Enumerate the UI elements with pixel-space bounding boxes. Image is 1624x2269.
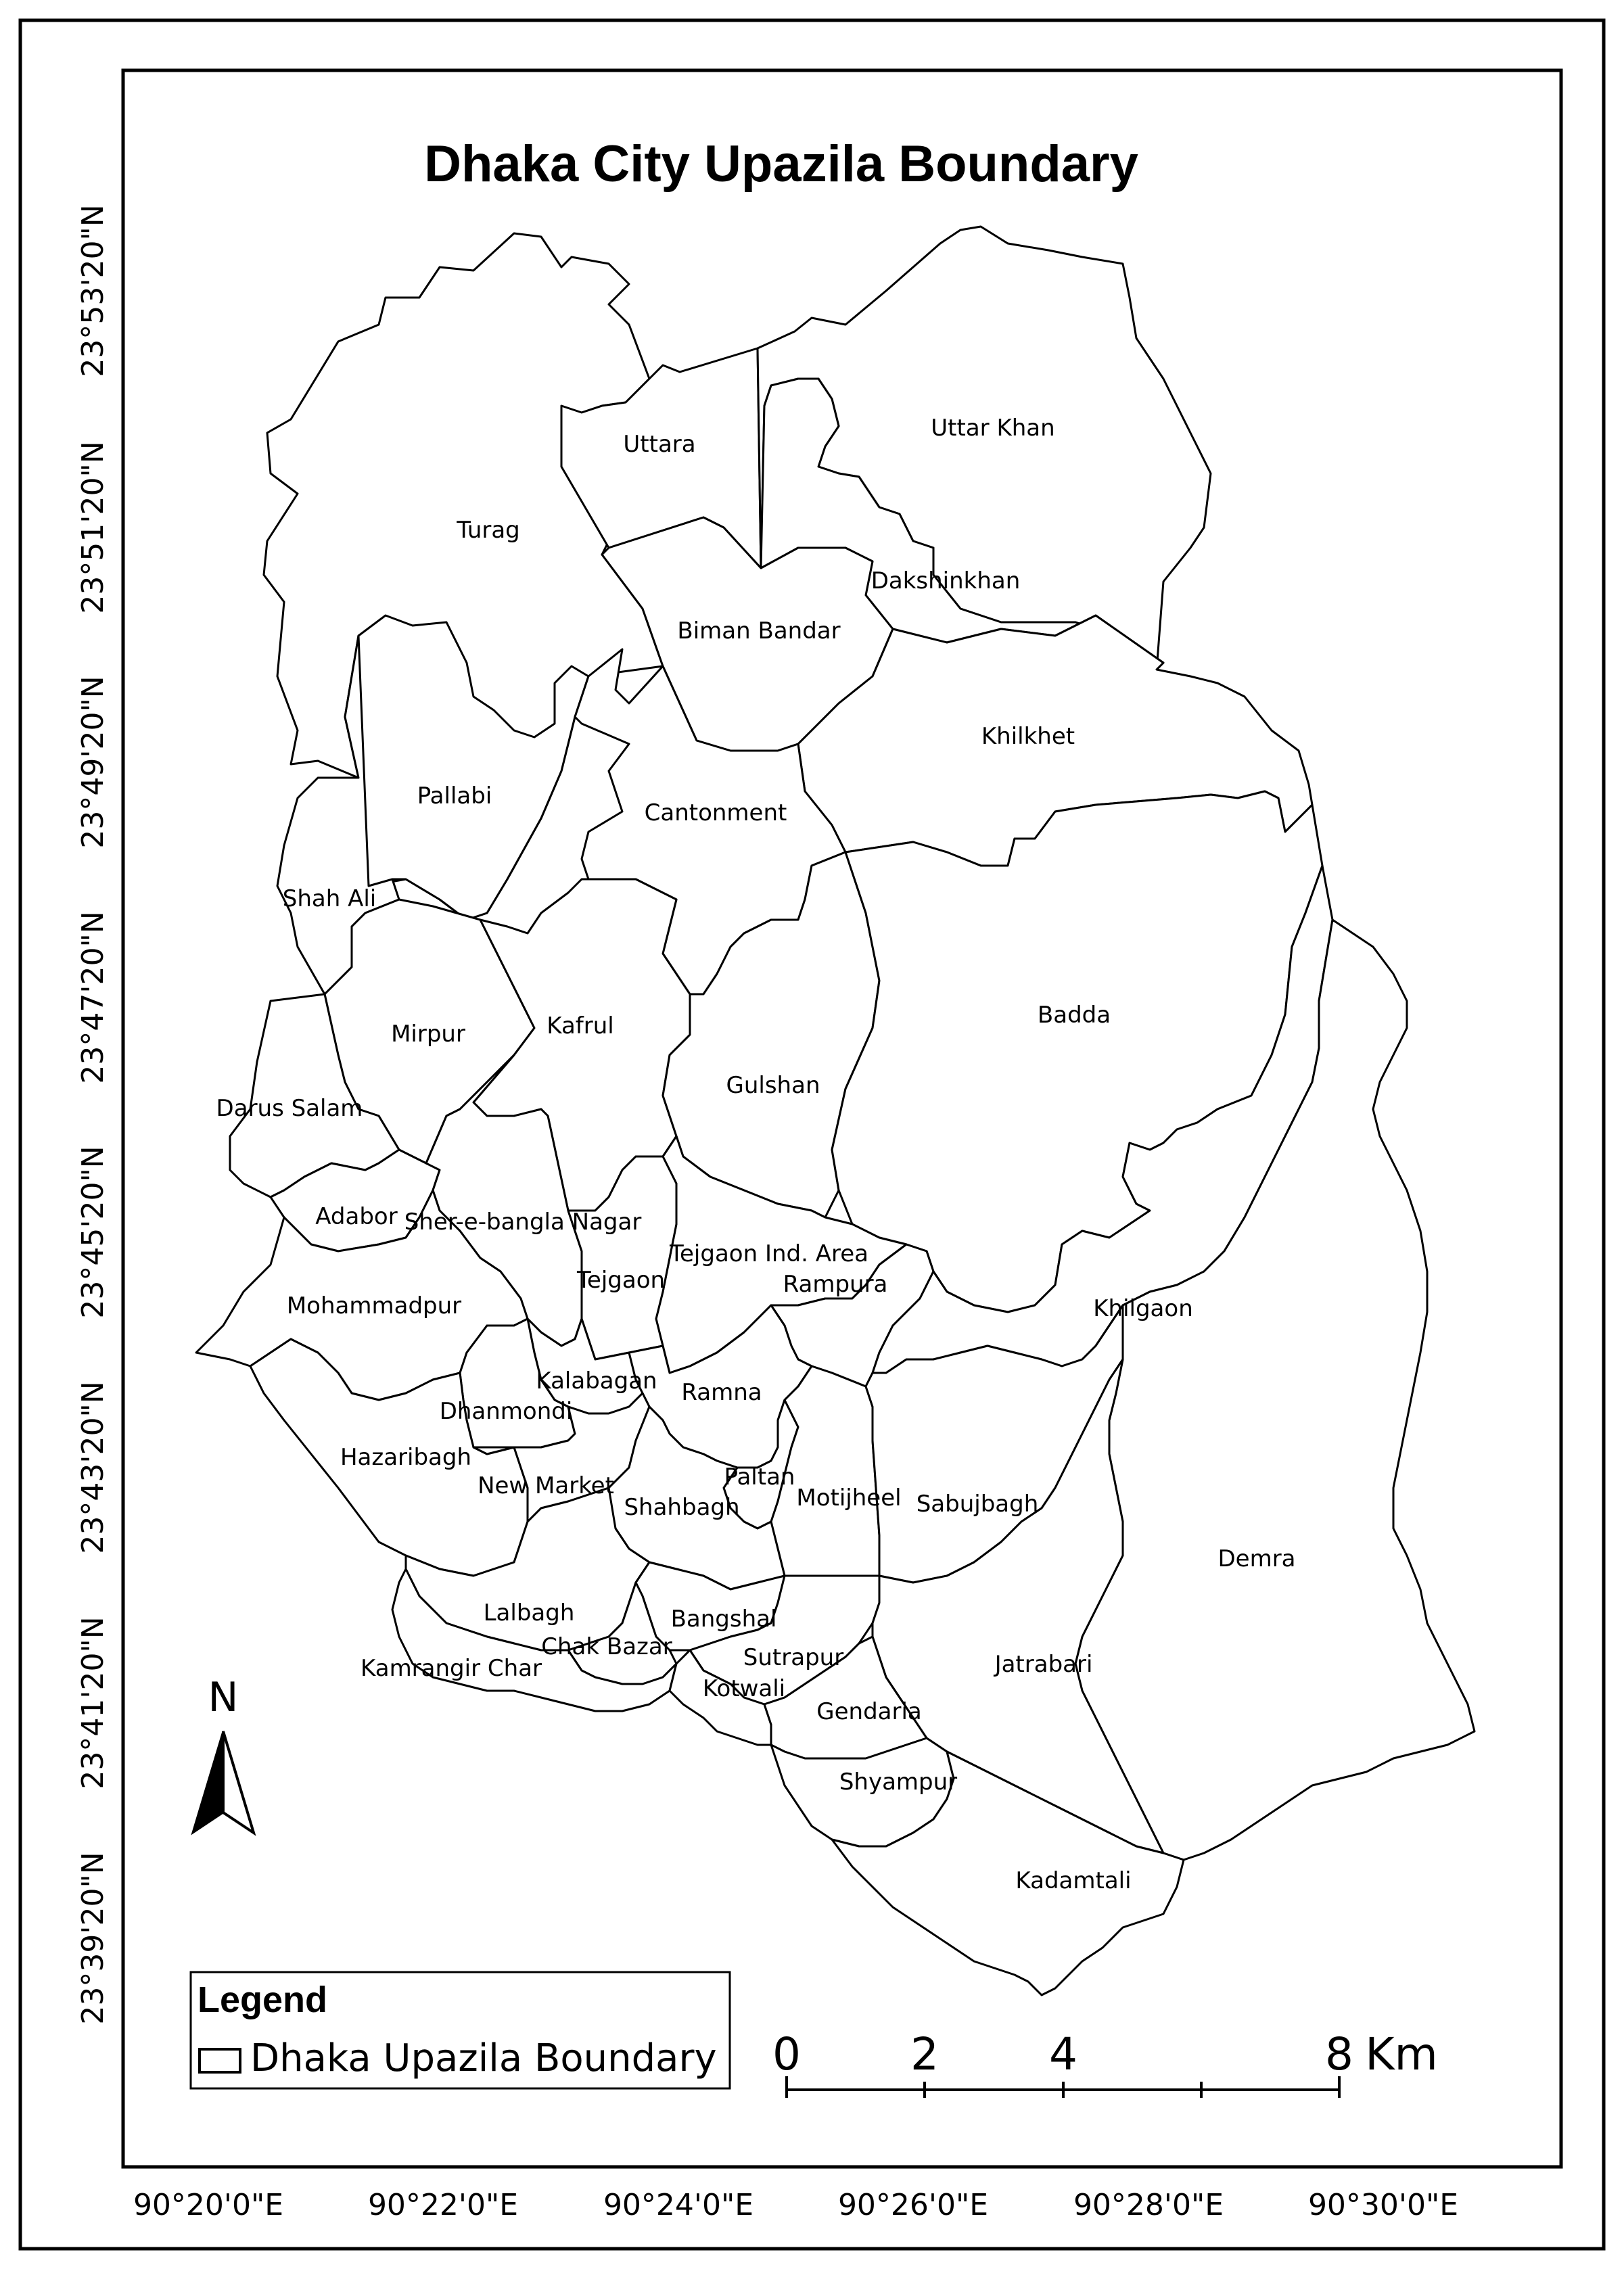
label-turag: Turag	[457, 517, 520, 544]
label-biman-bandar: Biman Bandar	[677, 617, 841, 645]
lon-label: 90°28'0"E	[1073, 2188, 1224, 2222]
label-shah-ali: Shah Ali	[282, 885, 377, 912]
label-ramna: Ramna	[681, 1379, 762, 1406]
label-shyampur: Shyampur	[839, 1769, 958, 1796]
label-badda: Badda	[1037, 1002, 1111, 1029]
scale-bar	[772, 2028, 1438, 2098]
label-pallabi: Pallabi	[417, 782, 492, 810]
label-kamrangir-char: Kamrangir Char	[361, 1655, 542, 1682]
label-motijheel: Motijheel	[796, 1484, 902, 1512]
upazila-boundaries	[196, 227, 1475, 1995]
label-gulshan: Gulshan	[726, 1072, 820, 1099]
label-sutrapur: Sutrapur	[743, 1644, 844, 1671]
label-khilkhet: Khilkhet	[981, 723, 1075, 750]
north-arrow-icon	[193, 1731, 223, 1833]
lon-label: 90°30'0"E	[1307, 2188, 1459, 2222]
label-adabor: Adabor	[315, 1203, 398, 1230]
label-mohammadpur: Mohammadpur	[286, 1292, 462, 1319]
north-arrow-outline	[223, 1731, 254, 1833]
label-uttara: Uttara	[623, 431, 696, 458]
north-arrow	[193, 1674, 254, 1833]
label-kadamtali: Kadamtali	[1015, 1867, 1132, 1894]
label-mirpur: Mirpur	[391, 1021, 465, 1048]
label-dakshinkhan: Dakshinkhan	[871, 567, 1021, 594]
lon-label: 90°22'0"E	[367, 2188, 519, 2222]
scale-unit: Km	[1365, 2028, 1438, 2080]
label-uttar-khan: Uttar Khan	[931, 415, 1055, 442]
label-tejgaon-ind-area: Tejgaon Ind. Area	[670, 1240, 868, 1267]
label-kotwali: Kotwali	[702, 1675, 786, 1702]
label-hazaribagh: Hazaribagh	[340, 1444, 472, 1471]
legend	[191, 1972, 730, 2088]
lat-label: 23°41'20"N	[76, 1616, 110, 1790]
lat-label: 23°45'20"N	[76, 1146, 110, 1319]
lat-label: 23°39'20"N	[76, 1852, 110, 2025]
label-sher-e-bangla-nagar: Sher-e-bangla Nagar	[404, 1209, 642, 1236]
label-demra: Demra	[1217, 1545, 1296, 1572]
lat-label: 23°47'20"N	[76, 911, 110, 1084]
map-title: Dhaka City Upazila Boundary	[424, 135, 1138, 193]
lon-label: 90°26'0"E	[837, 2188, 989, 2222]
lon-label: 90°24'0"E	[603, 2188, 754, 2222]
lat-label: 23°43'20"N	[76, 1381, 110, 1554]
lat-label: 23°53'20"N	[76, 204, 110, 377]
label-bangshal: Bangshal	[670, 1606, 777, 1633]
label-chak-bazar: Chak Bazar	[541, 1633, 672, 1660]
label-gendaria: Gendaria	[816, 1698, 922, 1725]
label-dhanmondi: Dhanmondi	[439, 1398, 573, 1425]
label-tejgaon: Tejgaon	[576, 1267, 666, 1294]
north-label: N	[208, 1674, 239, 1721]
legend-item-label: Dhaka Upazila Boundary	[250, 2036, 717, 2080]
scale-label: 2	[910, 2028, 939, 2080]
label-rampura: Rampura	[783, 1271, 888, 1298]
legend-swatch	[200, 2049, 240, 2072]
label-jatrabari: Jatrabari	[994, 1651, 1093, 1678]
scale-label: 0	[772, 2028, 801, 2080]
label-shahbagh: Shahbagh	[624, 1494, 740, 1521]
label-khilgaon: Khilgaon	[1093, 1295, 1193, 1322]
scale-label: 8	[1325, 2028, 1353, 2080]
label-cantonment: Cantonment	[644, 799, 787, 826]
label-kalabagan: Kalabagan	[536, 1367, 657, 1395]
lon-label: 90°20'0"E	[133, 2188, 284, 2222]
label-lalbagh: Lalbagh	[483, 1599, 575, 1627]
lat-label: 23°51'20"N	[76, 441, 110, 614]
label-kafrul: Kafrul	[547, 1012, 614, 1039]
legend-title: Legend	[198, 1980, 328, 2020]
label-new-market: New Market	[478, 1472, 614, 1499]
label-darus-salam: Darus Salam	[216, 1095, 363, 1122]
label-paltan: Paltan	[724, 1464, 795, 1491]
label-sabujbagh: Sabujbagh	[916, 1491, 1039, 1518]
lat-label: 23°49'20"N	[76, 676, 110, 849]
scale-label: 4	[1049, 2028, 1077, 2080]
